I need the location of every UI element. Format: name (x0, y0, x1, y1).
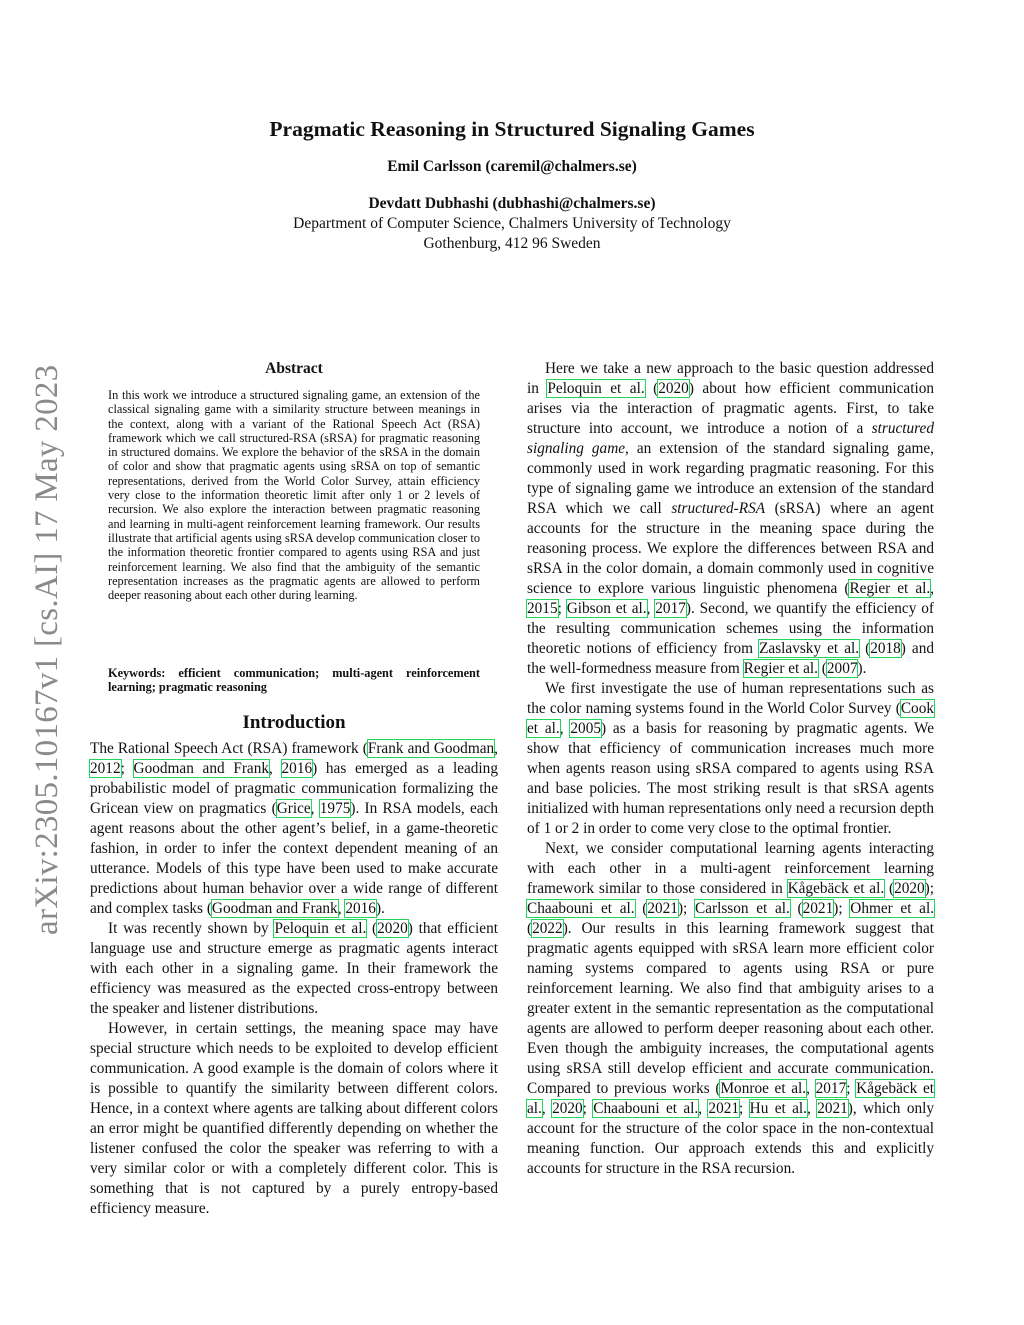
citation-link[interactable]: 2017 (815, 1080, 847, 1097)
citation-link[interactable]: 2022 (532, 920, 563, 937)
body-text: ; (120, 760, 134, 777)
body-text: ). Second, we quantify the efficiency of the resulting communication schemes using the information theoretic notions of efficiency from (527, 600, 934, 657)
citation-link[interactable]: 2021 (817, 1100, 848, 1117)
citation-link[interactable]: 1975 (319, 800, 351, 817)
author-2: Devdatt Dubhashi (dubhashi@chalmers.se) (368, 195, 656, 212)
body-text: , (337, 900, 346, 917)
body-text: ; (557, 600, 567, 617)
citation-link[interactable]: Goodman and Frank (211, 900, 338, 917)
body-text: (sRSA) where an agent accounts for the structure in the meaning space during the reasoning process. We explore the differences between RSA and sRSA in the color domain, a domain commonly used in cognitive science to explore various linguistic phenomena ( (527, 500, 934, 597)
citation-link[interactable]: 2012 (90, 760, 121, 777)
body-text: ( (366, 920, 378, 937)
intro-paragraph-5 (527, 679, 934, 839)
body-text: , (494, 740, 498, 757)
citation-link[interactable]: 2020 (894, 880, 925, 897)
body-text: ), which only account for the structure of the color space in the non-contextual meaning function. Our approach extends this and explicitly accounts for structure in the RSA recursion. (527, 1100, 935, 1177)
citation-link[interactable]: Regier et al. (849, 580, 931, 597)
body-text: , (698, 1100, 709, 1117)
body-text: ) that efficient language use and structure emerge as pragmatic agents interact with each other in a signaling game. In their framework the efficiency was measured as the expected cross-entropy between the speaker and listener distributions. (90, 920, 498, 1017)
body-text: ( (789, 900, 803, 917)
intro-paragraph-4 (527, 359, 934, 679)
citation-link[interactable]: 2005 (570, 720, 601, 737)
citation-link[interactable]: 2016 (281, 760, 313, 777)
body-text: ) about how efficient communication arises via the interaction of pragmatic agents. First, to take structure into account, we introduce a notion of a (527, 380, 935, 437)
body-text: , (310, 800, 320, 817)
citation-link[interactable]: 2015 (527, 600, 558, 617)
arxiv-identifier: arXiv:2305.10167v1 [cs.AI] 17 May 2023 (29, 364, 65, 935)
body-text: , (930, 580, 935, 597)
intro-paragraph-6 (527, 839, 934, 1179)
citation-link[interactable]: Carlsson et al. (695, 900, 790, 917)
citation-link[interactable]: 2021 (647, 900, 678, 917)
body-text: Next, we consider computational learning agents interacting with each other in a multi-agent reinforcement learning framework similar to those considered in (527, 840, 934, 897)
intro-paragraph-3: However, in certain settings, the meaning space may have special structure which needs to be exploited to develop efficient communication. A good example is the domain of colors where it is possible to quantify the similarity between different colors. Hence, in a context where agents are talking about different colors an error might be quantified differently depending on whether the listener confused the color the speaker was referring to with a very similar color or with a completely different color. This is something that is not captured by a purely entropy-based efficiency measure. (90, 1020, 498, 1217)
body-text: ; (582, 1100, 594, 1117)
affiliation-2: Gothenburg, 412 96 Sweden (423, 235, 601, 252)
citation-link[interactable]: Goodman and Frank (133, 760, 270, 777)
body-text: ). (857, 660, 867, 677)
body-text: ); (833, 900, 851, 917)
citation-link[interactable]: Regier et al. (743, 660, 818, 677)
intro-paragraph-1 (90, 739, 498, 919)
body-text: We first investigate the use of human representations such as the color naming systems found in the World Color Survey ( (527, 680, 934, 717)
citation-link[interactable]: Chaabouni et al. (527, 900, 635, 917)
body-text: ( (644, 380, 659, 397)
body-text: ) as a basis for reasoning by pragmatic agents. We show that efficiency of communication increases much more when agents reason using sRSA compared to agents using RSA and base policies. The most striking result is that sRSA agents initialized with human representations only need a recursion depth of 1 or 2 in order to come very close to the optimal frontier. (527, 720, 934, 837)
body-text: ) has emerged as a leading probabilistic model of pragmatic communication formalizing the Gricean view on pragmatics ( (90, 760, 498, 817)
body-text: ). In RSA models, each agent reasons about the other agent’s belief, in a game-theoretic fashion, in order to infer the context dependent meaning of an utterance. Models of this type have been used to make accurate predictions about human behavior over a wide range of different and complex tasks ( (90, 800, 498, 917)
body-text: It was recently shown by (108, 920, 275, 937)
citation-link[interactable]: 2016 (345, 900, 376, 917)
body-text: Here we take a new approach to the basic question addressed in (527, 360, 934, 397)
citation-link[interactable]: Kågebäck et al. (527, 1080, 934, 1117)
citation-link[interactable]: Gibson et al. (566, 600, 647, 617)
emphasis-text: structured signaling game (527, 420, 934, 457)
citation-link[interactable]: Frank and Goodman (367, 740, 495, 757)
body-text: ( (817, 660, 827, 677)
body-text: , (806, 1080, 816, 1097)
body-text: ); (924, 880, 935, 897)
body-text: The Rational Speech Act (RSA) framework ( (90, 740, 368, 757)
paper-title: Pragmatic Reasoning in Structured Signaling Games (269, 117, 755, 141)
left-column (90, 739, 498, 1219)
intro-paragraph-2 (90, 919, 498, 1019)
citation-link[interactable]: 2021 (708, 1100, 740, 1117)
body-text: ( (527, 920, 533, 937)
body-text: ( (859, 640, 871, 657)
introduction-heading: Introduction (242, 712, 346, 733)
body-text: ; (846, 1080, 857, 1097)
abstract-body: In this work we introduce a structured signaling game, an extension of the classical signaling game with a similarity structure between meanings in the context, along with a variant of the Rational Speech Act (RSA) framework which we call structured-RSA (sRSA) for pragmatic reasoning in structured domains. We explore the behavior of the sRSA in the domain of color and show that pragmatic agents using sRSA on top of semantic representations, derived from the World Color Survey, attain efficiency very close to the information theoretic limit after only 1 or 2 levels of recursion. We also explore the interaction between pragmatic reasoning and learning in multi-agent reinforcement learning framework. Our results illustrate that artificial agents using sRSA develop communication closer to the information theoretic frontier compared to agents using RSA and just reinforcement learning. We also find that the ambiguity of the semantic representation increases as the pragmatic agents are allowed to perform deeper reasoning about each other during learning. (108, 388, 480, 603)
body-text: , (806, 1100, 818, 1117)
body-text: , (559, 720, 571, 737)
author-1: Emil Carlsson (caremil@chalmers.se) (387, 158, 637, 175)
citation-link[interactable]: Grice (276, 800, 311, 817)
body-text: ( (884, 880, 895, 897)
body-text: ); (677, 900, 695, 917)
emphasis-text: structured-RSA (671, 500, 766, 517)
citation-link[interactable]: 2017 (655, 600, 686, 617)
citation-link[interactable]: Chaabouni et al. (593, 1100, 699, 1117)
body-text: ) and the well-formedness measure from (527, 640, 934, 677)
abstract-heading: Abstract (265, 360, 323, 377)
citation-link[interactable]: 2020 (552, 1100, 583, 1117)
body-text: ( (634, 900, 648, 917)
citation-link[interactable]: 2018 (870, 640, 901, 657)
body-text: , (541, 1100, 553, 1117)
citation-link[interactable]: Hu et al. (749, 1100, 807, 1117)
citation-link[interactable]: 2021 (802, 900, 834, 917)
citation-link[interactable]: Kågebäck et al. (787, 880, 885, 897)
body-text: ). (375, 900, 385, 917)
citation-link[interactable]: Peloquin et al. (547, 380, 645, 397)
body-text: , (646, 600, 656, 617)
body-text: ). Our results in this learning framework suggest that pragmatic agents equipped with sRSA learn more efficient color naming systems compared to agents using RSA or pure reinforcement learning. We also find that ambiguity arises to a greater extent in the semantic representation as the computational agents are allowed to perform deeper reasoning about each other. Even though the ambiguity increases, the computational agents using sRSA still develop efficient and accurate communication. Compared to previous works ( (527, 920, 934, 1097)
citation-link[interactable]: 2020 (658, 380, 689, 397)
citation-link[interactable]: Zaslavsky et al. (759, 640, 860, 657)
body-text: , an extension of the standard signaling game, commonly used in work regarding pragmatic reasoning. For this type of signaling game we introduce an extension of the standard RSA which we call (527, 440, 934, 517)
affiliation-1: Department of Computer Science, Chalmers University of Technology (293, 215, 731, 232)
citation-link[interactable]: 2020 (377, 920, 408, 937)
body-text: , (269, 760, 282, 777)
citation-link[interactable]: Ohmer et al. (850, 900, 935, 917)
citation-link[interactable]: 2007 (826, 660, 858, 677)
body-text: ; (739, 1100, 750, 1117)
right-column (527, 359, 934, 1179)
keywords: Keywords: efficient communication; multi-agent reinforcement learning; pragmatic reasoning (108, 666, 480, 695)
citation-link[interactable]: Monroe et al. (720, 1080, 807, 1097)
citation-link[interactable]: Cook et al. (527, 700, 934, 737)
citation-link[interactable]: Peloquin et al. (274, 920, 367, 937)
